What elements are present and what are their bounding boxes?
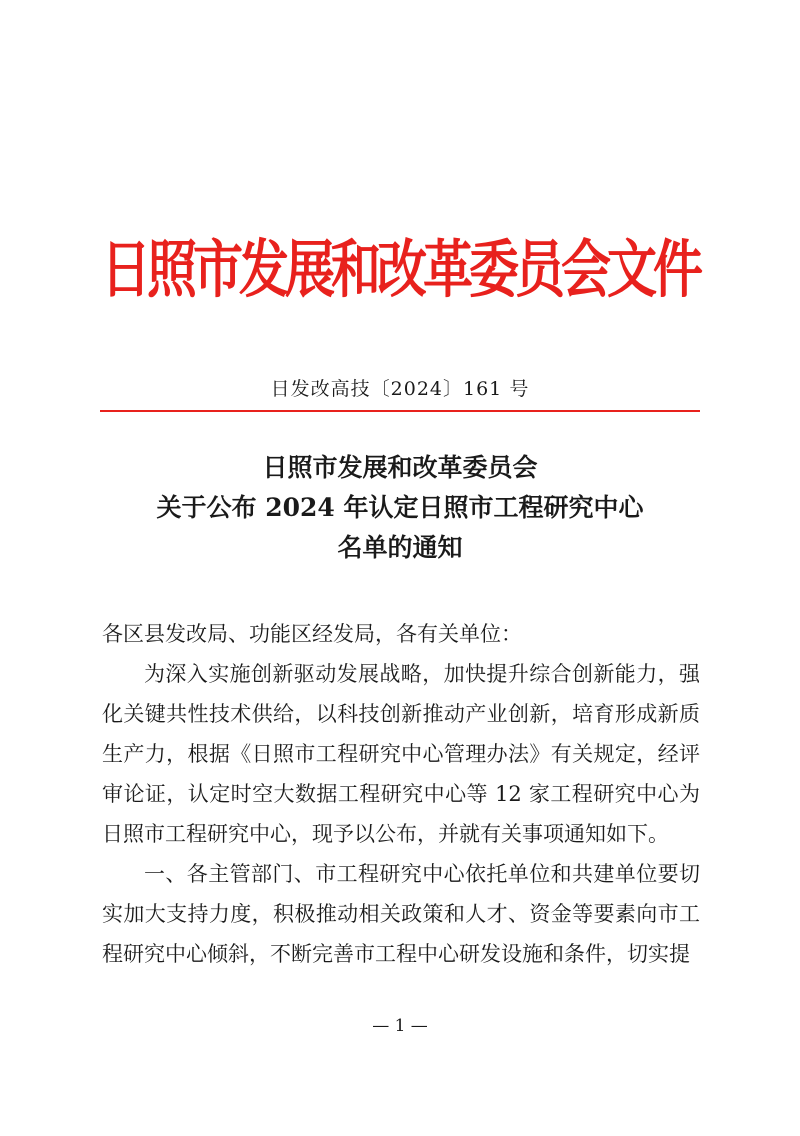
document-number: 日发改高技〔2024〕161 号 bbox=[270, 378, 530, 400]
red-divider-line bbox=[100, 410, 700, 412]
notice-title-line-1: 日照市发展和改革委员会 bbox=[262, 453, 538, 482]
salutation: 各区县发改局、功能区经发局，各有关单位： bbox=[102, 622, 522, 646]
page-number: — 1 — bbox=[372, 1016, 428, 1036]
notice-title-line-3: 名单的通知 bbox=[337, 533, 463, 562]
body-paragraph-2: 一、各主管部门、市工程研究中心依托单位和共建单位要切实加大支持力度，积极推动相关政策和人才、资金等要素向市工程研究中心倾斜，不断完善市工程中心研发设施和条件，切实提 bbox=[102, 862, 700, 966]
body-paragraph-1: 为深入实施创新驱动发展战略，加快提升综合创新能力，强化关键共性技术供给，以科技创新推动产业创新，培育形成新质生产力，根据《日照市工程研究中心管理办法》有关规定，经评审论证，认定时空大数据工程研究中心等 12 家工程研究中心为日照市工程研究中心，现予以公布，并就有关事项通知如下。 bbox=[102, 662, 700, 846]
document-body bbox=[102, 614, 700, 974]
notice-title-line-2: 关于公布 2024 年认定日照市工程研究中心 bbox=[156, 493, 644, 522]
notice-title bbox=[80, 448, 720, 568]
document-header-title: 日照市发展和改革委员会文件 bbox=[101, 233, 699, 306]
